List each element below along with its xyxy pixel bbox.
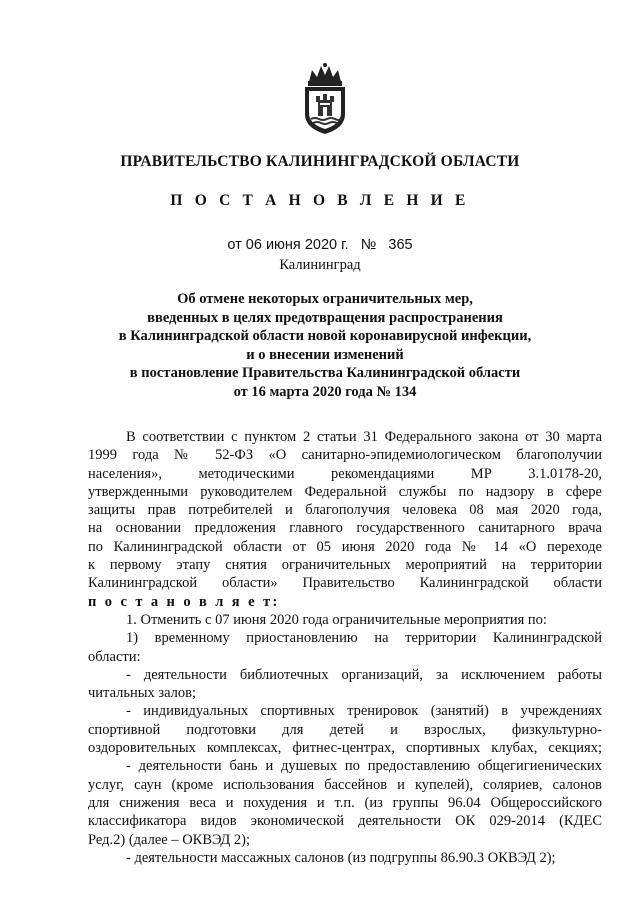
city-name: Калининград	[279, 257, 361, 273]
resolves-word: п о с т а н о в л я е т:	[88, 593, 280, 610]
body-line: - деятельности библиотечных организаций, за исключением работы	[126, 666, 602, 683]
body-line: населения», методическими рекомендациями МР 3.1.0178-20,	[88, 465, 602, 482]
body-line: защиты прав потребителей и благополучия человека 08 мая 2020 года,	[88, 502, 602, 519]
body-line: В соответствии с пунктом 2 статьи 31 Федерального закона от 30 марта	[126, 429, 602, 445]
body-line: читальных залов;	[88, 685, 197, 702]
body-line: Калининградской области» Правительство Калининградской области	[88, 575, 602, 592]
date-number-line	[0, 237, 640, 253]
body-line: оздоровительных комплексах, фитнес-центрах, спортивных клубах, секциях;	[88, 740, 602, 757]
title-line: и о внесении изменений	[246, 346, 404, 363]
document-number: 365	[388, 237, 413, 253]
body-line: 1. Отменить с 07 июня 2020 года ограничительные мероприятия по:	[126, 611, 547, 628]
body-line: спортивной подготовки для детей и взрослых, физкультурно-	[88, 721, 602, 738]
body-line: - индивидуальных спортивных тренировок (занятий) в учреждениях	[126, 703, 602, 720]
title-line: в Калининградской области новой коронавирусной инфекции,	[118, 328, 532, 344]
body-line: к первому этапу снятия ограничительных мероприятий на территории	[88, 557, 602, 574]
coat-of-arms-emblem	[300, 62, 350, 136]
coat-of-arms-icon	[300, 62, 350, 136]
document-type: П О С Т А Н О В Л Е Н И Е	[170, 192, 470, 209]
body-line: для снижения веса и похудения и т.п. (из группы 96.04 Общероссийского	[88, 794, 602, 811]
date-prefix: от	[227, 237, 242, 253]
document-body	[88, 428, 602, 867]
body-line: Ред.2) (далее – ОКВЭД 2);	[88, 831, 250, 848]
document-title	[100, 290, 550, 401]
body-line: утвержденными руководителем Федеральной службы по надзору в сфере	[88, 483, 602, 500]
body-line: на основании предложения главного государственного санитарного врача	[88, 520, 602, 537]
body-line: 1) временному приостановлению на территории Калининградской	[126, 630, 602, 647]
body-line: - деятельности массажных салонов (из подгруппы 86.90.3 ОКВЭД 2);	[126, 849, 556, 866]
title-line: введенных в целях предотвращения распространения	[147, 309, 503, 326]
body-line: области:	[88, 648, 141, 665]
government-name: ПРАВИТЕЛЬСТВО КАЛИНИНГРАДСКОЙ ОБЛАСТИ	[120, 153, 520, 170]
title-line: в постановление Правительства Калининградской области	[129, 365, 521, 381]
body-line: услуг, саун (кроме использования бассейнов и купелей), соляриев, салонов	[88, 776, 602, 793]
body-line: по Калининградской области от 05 июня 2020 года № 14 «О переходе	[88, 538, 602, 555]
body-line: - деятельности бань и душевых по предоставлению общегигиенических	[126, 758, 602, 775]
body-line: 1999 года № 52-ФЗ «О санитарно-эпидемиологическом благополучии	[88, 447, 602, 464]
date-value: 06 июня 2020 г.	[245, 237, 349, 253]
title-line: Об отмене некоторых ограничительных мер,	[177, 291, 473, 307]
title-line: от 16 марта 2020 года № 134	[233, 383, 417, 400]
body-line: классификатора видов экономической деятельности ОК 029-2014 (КДЕС	[88, 813, 602, 830]
number-sign: №	[360, 237, 377, 253]
